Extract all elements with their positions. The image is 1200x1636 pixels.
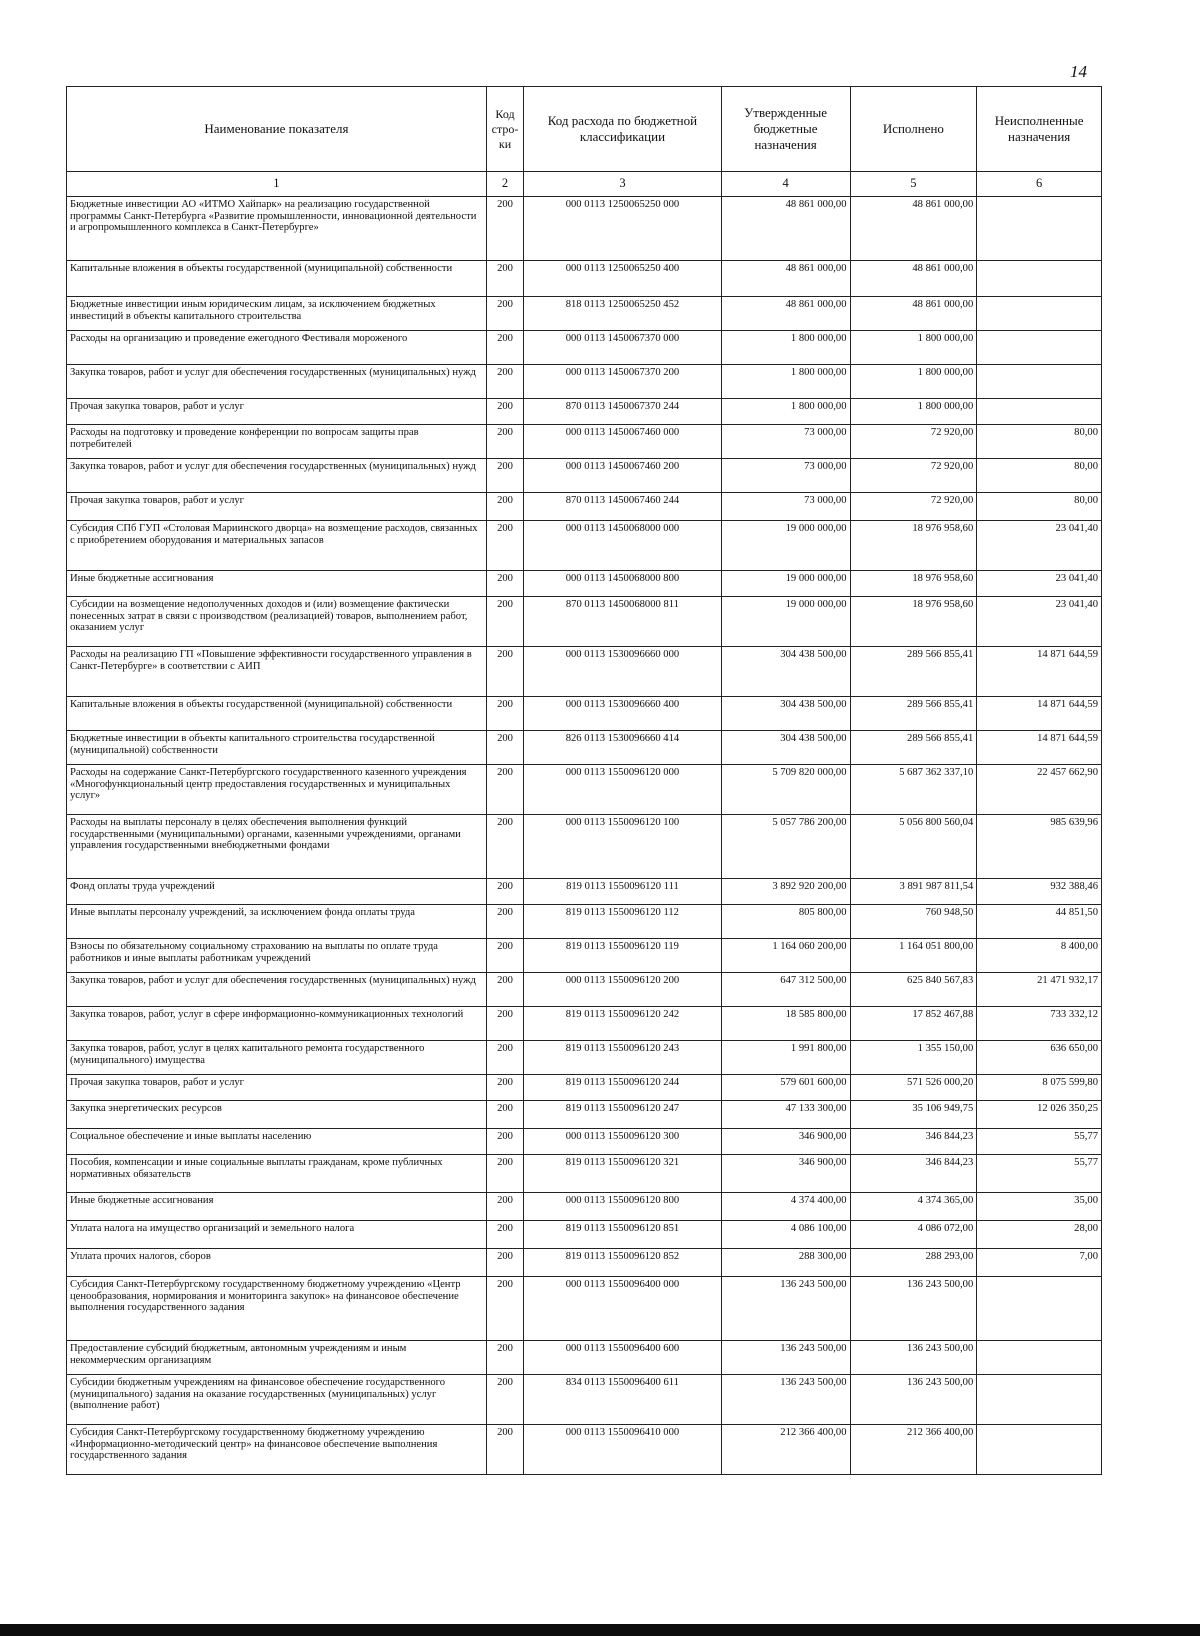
row-approved-amount: 304 438 500,00 [721,731,850,765]
row-name: Расходы на содержание Санкт-Петербургского государственного казенного учреждения «Многофункциональный центр предоставления государственных и муниципальных услуг» [67,765,487,815]
row-approved-amount: 805 800,00 [721,905,850,939]
column-number: 6 [977,172,1102,197]
row-budget-code: 000 0113 1550096120 800 [524,1193,721,1221]
row-unexecuted-amount: 7,00 [977,1249,1102,1277]
row-name: Бюджетные инвестиции иным юридическим лицам, за исключением бюджетных инвестиций в объекты капитального строительства [67,297,487,331]
row-approved-amount: 73 000,00 [721,493,850,521]
row-budget-code: 000 0113 1530096660 400 [524,697,721,731]
row-executed-amount: 1 800 000,00 [850,331,977,365]
row-name: Расходы на реализацию ГП «Повышение эффективности государственного управления в Санкт-Петербурге» в соответствии с АИП [67,647,487,697]
row-name: Пособия, компенсации и иные социальные выплаты гражданам, кроме публичных нормативных обязательств [67,1155,487,1193]
row-line-code: 200 [486,197,523,261]
row-unexecuted-amount: 55,77 [977,1155,1102,1193]
row-line-code: 200 [486,571,523,597]
table-row [67,1375,1102,1425]
table-body [67,197,1102,1475]
row-executed-amount: 288 293,00 [850,1249,977,1277]
row-line-code: 200 [486,731,523,765]
header-name: Наименование показателя [67,87,487,172]
row-approved-amount: 19 000 000,00 [721,571,850,597]
row-executed-amount: 625 840 567,83 [850,973,977,1007]
row-executed-amount: 4 086 072,00 [850,1221,977,1249]
table-row [67,399,1102,425]
table-row [67,331,1102,365]
row-name: Уплата налога на имущество организаций и земельного налога [67,1221,487,1249]
row-line-code: 200 [486,1249,523,1277]
row-approved-amount: 48 861 000,00 [721,261,850,297]
row-approved-amount: 5 709 820 000,00 [721,765,850,815]
row-unexecuted-amount [977,1341,1102,1375]
row-line-code: 200 [486,331,523,365]
table-row [67,939,1102,973]
row-approved-amount: 304 438 500,00 [721,647,850,697]
row-budget-code: 000 0113 1550096410 000 [524,1425,721,1475]
row-unexecuted-amount: 14 871 644,59 [977,731,1102,765]
row-name: Капитальные вложения в объекты государственной (муниципальной) собственности [67,697,487,731]
table-row [67,973,1102,1007]
row-line-code: 200 [486,493,523,521]
table-row [67,1425,1102,1475]
row-line-code: 200 [486,459,523,493]
row-budget-code: 819 0113 1550096120 112 [524,905,721,939]
row-name: Прочая закупка товаров, работ и услуг [67,1075,487,1101]
row-unexecuted-amount: 733 332,12 [977,1007,1102,1041]
row-line-code: 200 [486,1129,523,1155]
row-line-code: 200 [486,1101,523,1129]
row-name: Закупка энергетических ресурсов [67,1101,487,1129]
row-name: Уплата прочих налогов, сборов [67,1249,487,1277]
row-unexecuted-amount: 932 388,46 [977,879,1102,905]
row-budget-code: 000 0113 1450067370 200 [524,365,721,399]
row-name: Бюджетные инвестиции в объекты капитального строительства государственной (муниципальной) собственности [67,731,487,765]
row-approved-amount: 346 900,00 [721,1129,850,1155]
row-executed-amount: 289 566 855,41 [850,731,977,765]
row-line-code: 200 [486,697,523,731]
column-number: 2 [486,172,523,197]
table-row [67,493,1102,521]
row-unexecuted-amount: 985 639,96 [977,815,1102,879]
table-row [67,571,1102,597]
row-line-code: 200 [486,815,523,879]
row-unexecuted-amount: 23 041,40 [977,597,1102,647]
row-name: Субсидия Санкт-Петербургскому государственному бюджетному учреждению «Центр ценообразования, нормирования и мониторинга закупок» на финансовое обеспечение выполнения государственного задания [67,1277,487,1341]
row-line-code: 200 [486,297,523,331]
row-line-code: 200 [486,1341,523,1375]
row-approved-amount: 346 900,00 [721,1155,850,1193]
row-executed-amount: 48 861 000,00 [850,297,977,331]
row-line-code: 200 [486,399,523,425]
row-name: Взносы по обязательному социальному страхованию на выплаты по оплате труда работников и иные выплаты работникам учреждений [67,939,487,973]
table-row [67,765,1102,815]
header-budget-code: Код расхода по бюджетной классификации [524,87,721,172]
row-budget-code: 819 0113 1550096120 851 [524,1221,721,1249]
table-row [67,365,1102,399]
row-unexecuted-amount [977,197,1102,261]
row-unexecuted-amount: 21 471 932,17 [977,973,1102,1007]
row-approved-amount: 136 243 500,00 [721,1375,850,1425]
table-row [67,1129,1102,1155]
row-approved-amount: 1 800 000,00 [721,365,850,399]
row-executed-amount: 72 920,00 [850,493,977,521]
row-name: Закупка товаров, работ и услуг для обеспечения государственных (муниципальных) нужд [67,365,487,399]
column-number-row [67,172,1102,197]
row-budget-code: 834 0113 1550096400 611 [524,1375,721,1425]
table-row [67,731,1102,765]
row-budget-code: 819 0113 1550096120 243 [524,1041,721,1075]
row-name: Бюджетные инвестиции АО «ИТМО Хайпарк» на реализацию государственной программы Санкт-Петербурга «Развитие промышленности, инновационной деятельности и агропромышленного комплекса в Санкт-Петербурге» [67,197,487,261]
row-unexecuted-amount: 14 871 644,59 [977,647,1102,697]
row-line-code: 200 [486,879,523,905]
row-name: Социальное обеспечение и иные выплаты населению [67,1129,487,1155]
row-executed-amount: 136 243 500,00 [850,1277,977,1341]
row-executed-amount: 289 566 855,41 [850,647,977,697]
row-executed-amount: 18 976 958,60 [850,521,977,571]
row-approved-amount: 5 057 786 200,00 [721,815,850,879]
row-unexecuted-amount: 8 400,00 [977,939,1102,973]
row-executed-amount: 346 844,23 [850,1155,977,1193]
row-line-code: 200 [486,1425,523,1475]
row-name: Субсидии бюджетным учреждениям на финансовое обеспечение государственного (муниципального) задания на оказание государственных (муниципальных) услуг (выполнение работ) [67,1375,487,1425]
row-unexecuted-amount: 80,00 [977,459,1102,493]
header-line-code: Код стро-ки [486,87,523,172]
row-approved-amount: 288 300,00 [721,1249,850,1277]
row-executed-amount: 1 800 000,00 [850,365,977,399]
row-budget-code: 819 0113 1550096120 321 [524,1155,721,1193]
row-unexecuted-amount [977,1277,1102,1341]
row-budget-code: 000 0113 1450067460 000 [524,425,721,459]
table-row [67,197,1102,261]
row-unexecuted-amount: 80,00 [977,493,1102,521]
row-unexecuted-amount: 35,00 [977,1193,1102,1221]
row-name: Иные бюджетные ассигнования [67,571,487,597]
row-budget-code: 000 0113 1450067370 000 [524,331,721,365]
table-row [67,1221,1102,1249]
row-budget-code: 000 0113 1450068000 000 [524,521,721,571]
row-budget-code: 819 0113 1550096120 244 [524,1075,721,1101]
row-budget-code: 000 0113 1550096120 000 [524,765,721,815]
page-number: 14 [1070,62,1087,81]
row-unexecuted-amount: 55,77 [977,1129,1102,1155]
table-row [67,297,1102,331]
row-budget-code: 000 0113 1250065250 000 [524,197,721,261]
row-name: Закупка товаров, работ, услуг в целях капитального ремонта государственного (муниципального) имущества [67,1041,487,1075]
row-executed-amount: 17 852 467,88 [850,1007,977,1041]
row-approved-amount: 48 861 000,00 [721,297,850,331]
table-row [67,521,1102,571]
table-row [67,425,1102,459]
row-name: Капитальные вложения в объекты государственной (муниципальной) собственности [67,261,487,297]
row-approved-amount: 3 892 920 200,00 [721,879,850,905]
row-unexecuted-amount [977,1375,1102,1425]
row-approved-amount: 47 133 300,00 [721,1101,850,1129]
row-approved-amount: 136 243 500,00 [721,1277,850,1341]
row-name: Фонд оплаты труда учреждений [67,879,487,905]
row-name: Субсидия Санкт-Петербургскому государственному бюджетному учреждению «Информационно-методический центр» на финансовое обеспечение выполнения государственного задания [67,1425,487,1475]
table-row [67,1277,1102,1341]
row-name: Субсидия СПб ГУП «Столовая Мариинского дворца» на возмещение расходов, связанных с приобретением оборудования и материальных запасов [67,521,487,571]
header-unexecuted: Неисполненные назначения [977,87,1102,172]
row-name: Прочая закупка товаров, работ и услуг [67,493,487,521]
row-unexecuted-amount [977,261,1102,297]
table-row [67,905,1102,939]
row-executed-amount: 18 976 958,60 [850,597,977,647]
table-row [67,815,1102,879]
row-approved-amount: 19 000 000,00 [721,521,850,571]
row-line-code: 200 [486,261,523,297]
row-name: Расходы на подготовку и проведение конференции по вопросам защиты прав потребителей [67,425,487,459]
row-budget-code: 000 0113 1530096660 000 [524,647,721,697]
row-budget-code: 000 0113 1550096120 300 [524,1129,721,1155]
table-row [67,1249,1102,1277]
row-budget-code: 870 0113 1450067370 244 [524,399,721,425]
header-executed: Исполнено [850,87,977,172]
row-line-code: 200 [486,973,523,1007]
row-unexecuted-amount [977,1425,1102,1475]
budget-execution-table [66,86,1102,1475]
row-unexecuted-amount: 80,00 [977,425,1102,459]
row-unexecuted-amount: 28,00 [977,1221,1102,1249]
row-budget-code: 819 0113 1550096120 242 [524,1007,721,1041]
row-executed-amount: 5 056 800 560,04 [850,815,977,879]
row-name: Прочая закупка товаров, работ и услуг [67,399,487,425]
row-approved-amount: 1 800 000,00 [721,331,850,365]
row-executed-amount: 571 526 000,20 [850,1075,977,1101]
row-name: Расходы на выплаты персоналу в целях обеспечения выполнения функций государственными (муниципальными) органами, казенными учреждениями, органами управления государственными внебюджетными фондами [67,815,487,879]
table-row [67,1341,1102,1375]
row-executed-amount: 4 374 365,00 [850,1193,977,1221]
row-budget-code: 000 0113 1450067460 200 [524,459,721,493]
row-budget-code: 000 0113 1550096400 000 [524,1277,721,1341]
row-line-code: 200 [486,765,523,815]
table-header-row [67,87,1102,172]
table-row [67,261,1102,297]
row-executed-amount: 5 687 362 337,10 [850,765,977,815]
row-budget-code: 000 0113 1550096120 200 [524,973,721,1007]
row-budget-code: 000 0113 1250065250 400 [524,261,721,297]
row-line-code: 200 [486,1221,523,1249]
row-approved-amount: 73 000,00 [721,459,850,493]
row-budget-code: 819 0113 1550096120 852 [524,1249,721,1277]
row-unexecuted-amount [977,331,1102,365]
row-budget-code: 000 0113 1550096400 600 [524,1341,721,1375]
row-name: Закупка товаров, работ, услуг в сфере информационно-коммуникационных технологий [67,1007,487,1041]
row-executed-amount: 760 948,50 [850,905,977,939]
scan-edge-bar [0,1624,1200,1636]
row-approved-amount: 18 585 800,00 [721,1007,850,1041]
row-line-code: 200 [486,365,523,399]
row-name: Иные бюджетные ассигнования [67,1193,487,1221]
row-name: Субсидии на возмещение недополученных доходов и (или) возмещение фактически понесенных затрат в связи с производством (реализацией) товаров, выполнением работ, оказанием услуг [67,597,487,647]
row-approved-amount: 48 861 000,00 [721,197,850,261]
row-budget-code: 826 0113 1530096660 414 [524,731,721,765]
table-row [67,1075,1102,1101]
row-unexecuted-amount: 14 871 644,59 [977,697,1102,731]
row-budget-code: 819 0113 1550096120 111 [524,879,721,905]
row-approved-amount: 304 438 500,00 [721,697,850,731]
row-approved-amount: 1 164 060 200,00 [721,939,850,973]
row-executed-amount: 18 976 958,60 [850,571,977,597]
row-budget-code: 000 0113 1550096120 100 [524,815,721,879]
table-row [67,697,1102,731]
row-line-code: 200 [486,1155,523,1193]
row-executed-amount: 1 800 000,00 [850,399,977,425]
table-row [67,1007,1102,1041]
column-number: 3 [524,172,721,197]
row-executed-amount: 346 844,23 [850,1129,977,1155]
table-row [67,1193,1102,1221]
row-approved-amount: 4 374 400,00 [721,1193,850,1221]
row-unexecuted-amount [977,399,1102,425]
row-unexecuted-amount: 23 041,40 [977,521,1102,571]
row-approved-amount: 1 800 000,00 [721,399,850,425]
row-approved-amount: 212 366 400,00 [721,1425,850,1475]
row-name: Расходы на организацию и проведение ежегодного Фестиваля мороженого [67,331,487,365]
header-approved: Утвержденные бюджетные назначения [721,87,850,172]
row-name: Закупка товаров, работ и услуг для обеспечения государственных (муниципальных) нужд [67,459,487,493]
row-executed-amount: 3 891 987 811,54 [850,879,977,905]
row-name: Предоставление субсидий бюджетным, автономным учреждениям и иным некоммерческим организациям [67,1341,487,1375]
row-executed-amount: 1 164 051 800,00 [850,939,977,973]
row-line-code: 200 [486,425,523,459]
table-row [67,1041,1102,1075]
row-unexecuted-amount [977,365,1102,399]
row-approved-amount: 4 086 100,00 [721,1221,850,1249]
row-line-code: 200 [486,597,523,647]
table-row [67,879,1102,905]
column-number: 5 [850,172,977,197]
row-unexecuted-amount: 22 457 662,90 [977,765,1102,815]
row-line-code: 200 [486,1193,523,1221]
row-executed-amount: 289 566 855,41 [850,697,977,731]
row-budget-code: 870 0113 1450068000 811 [524,597,721,647]
row-executed-amount: 48 861 000,00 [850,197,977,261]
row-budget-code: 870 0113 1450067460 244 [524,493,721,521]
row-budget-code: 000 0113 1450068000 800 [524,571,721,597]
row-approved-amount: 19 000 000,00 [721,597,850,647]
row-executed-amount: 35 106 949,75 [850,1101,977,1129]
row-line-code: 200 [486,1277,523,1341]
row-line-code: 200 [486,647,523,697]
row-approved-amount: 579 601 600,00 [721,1075,850,1101]
row-line-code: 200 [486,1075,523,1101]
row-name: Иные выплаты персоналу учреждений, за исключением фонда оплаты труда [67,905,487,939]
row-name: Закупка товаров, работ и услуг для обеспечения государственных (муниципальных) нужд [67,973,487,1007]
row-executed-amount: 1 355 150,00 [850,1041,977,1075]
row-unexecuted-amount: 23 041,40 [977,571,1102,597]
row-executed-amount: 136 243 500,00 [850,1341,977,1375]
row-unexecuted-amount: 12 026 350,25 [977,1101,1102,1129]
table-row [67,647,1102,697]
row-budget-code: 819 0113 1550096120 247 [524,1101,721,1129]
row-line-code: 200 [486,1375,523,1425]
column-number: 4 [721,172,850,197]
column-number: 1 [67,172,487,197]
row-unexecuted-amount: 636 650,00 [977,1041,1102,1075]
table-row [67,459,1102,493]
row-line-code: 200 [486,1007,523,1041]
table-row [67,1101,1102,1129]
row-line-code: 200 [486,521,523,571]
row-executed-amount: 212 366 400,00 [850,1425,977,1475]
table-row [67,1155,1102,1193]
row-unexecuted-amount: 44 851,50 [977,905,1102,939]
row-executed-amount: 72 920,00 [850,425,977,459]
row-line-code: 200 [486,905,523,939]
row-executed-amount: 72 920,00 [850,459,977,493]
row-executed-amount: 48 861 000,00 [850,261,977,297]
row-unexecuted-amount: 8 075 599,80 [977,1075,1102,1101]
row-line-code: 200 [486,1041,523,1075]
row-budget-code: 818 0113 1250065250 452 [524,297,721,331]
row-approved-amount: 647 312 500,00 [721,973,850,1007]
row-approved-amount: 136 243 500,00 [721,1341,850,1375]
row-approved-amount: 1 991 800,00 [721,1041,850,1075]
row-line-code: 200 [486,939,523,973]
row-budget-code: 819 0113 1550096120 119 [524,939,721,973]
table-row [67,597,1102,647]
row-approved-amount: 73 000,00 [721,425,850,459]
row-executed-amount: 136 243 500,00 [850,1375,977,1425]
row-unexecuted-amount [977,297,1102,331]
